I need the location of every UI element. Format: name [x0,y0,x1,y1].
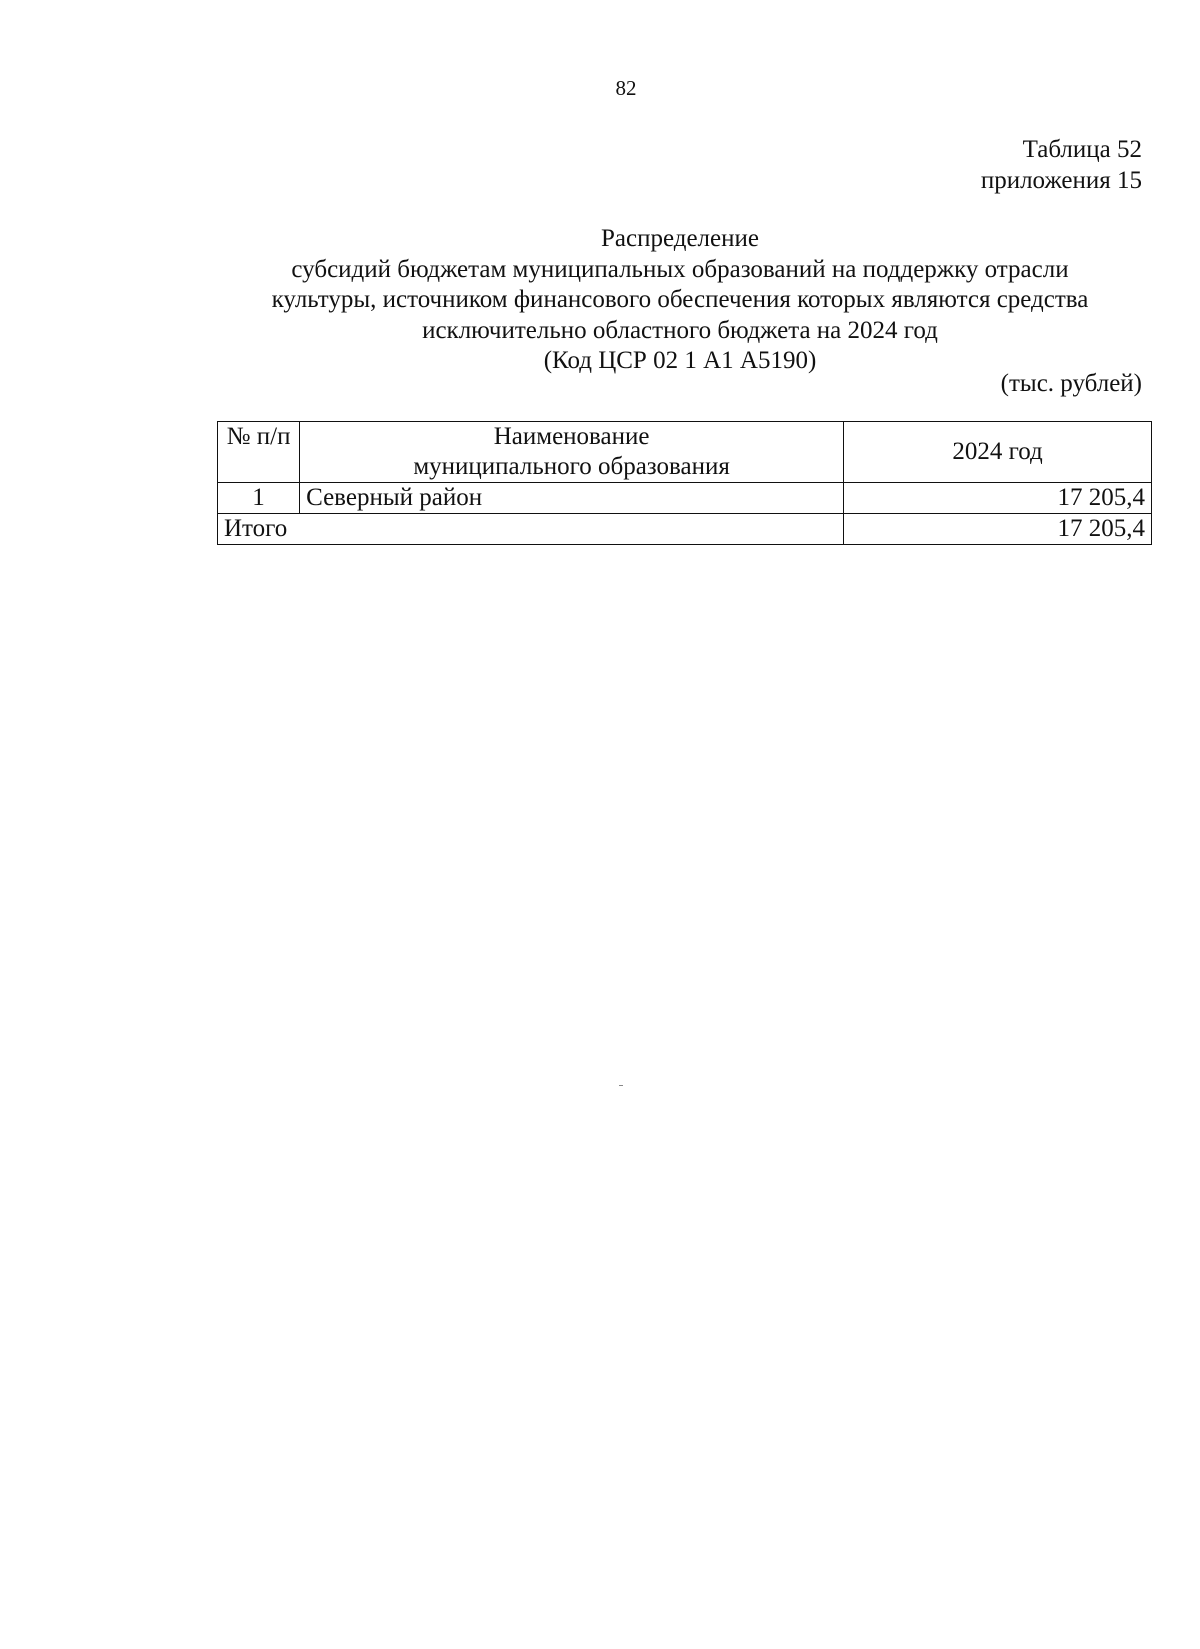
total-row [218,514,1152,545]
units-label: (тыс. рублей) [1000,370,1142,397]
table-number: Таблица 52 [1022,136,1142,163]
header-year: 2024 год [844,422,1152,483]
distribution-table [217,421,1152,545]
total-label: Итого [218,514,844,545]
table-row [218,483,1152,514]
header-num: № п/п [218,422,300,483]
total-value: 17 205,4 [844,514,1152,545]
heading-line-3: культуры, источником финансового обеспечения которых являются средства [271,286,1089,313]
header-name-line-2: муниципального образования [413,453,730,480]
document-heading [200,224,1160,377]
heading-line-4: исключительно областного бюджета на 2024 год [422,316,938,344]
heading-code: (Код ЦСР 02 1 А1 А5190) [543,347,817,374]
header-name-line-1: Наименование [493,423,650,450]
scan-speck [619,1085,623,1086]
appendix-number: приложения 15 [980,167,1142,194]
table-reference [981,134,1142,196]
row-name: Северный район [300,483,844,514]
heading-line-2: субсидий бюджетам муниципальных образований на поддержку отрасли [291,255,1069,283]
row-num: 1 [218,483,300,514]
header-name [300,422,844,483]
heading-title: Распределение [601,225,759,252]
table-header-row [218,422,1152,483]
row-value: 17 205,4 [844,483,1152,514]
page-number: 82 [615,76,637,100]
